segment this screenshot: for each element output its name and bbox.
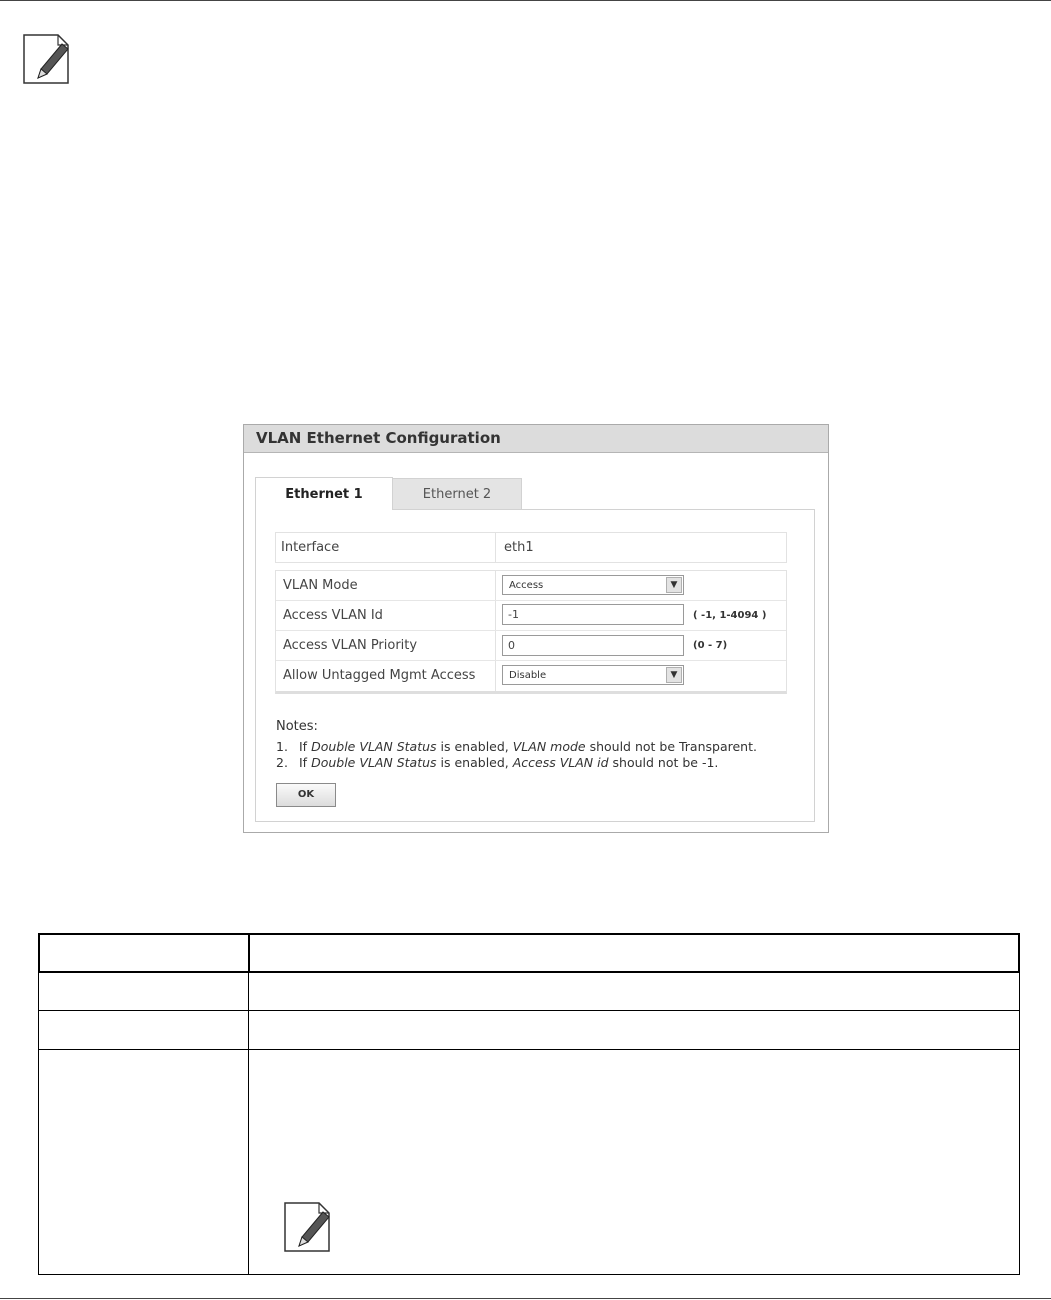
table-header-cell [38, 933, 250, 973]
interface-row [276, 533, 786, 562]
bottom-rule [0, 1298, 1051, 1299]
vlan-mode-row [276, 571, 786, 601]
table-border [248, 973, 249, 1275]
top-rule [0, 0, 1051, 1]
interface-value: eth1 [504, 540, 534, 555]
table-border [38, 973, 39, 1275]
access-vlan-priority-range: (0 - 7) [693, 640, 728, 651]
panel-title: VLAN Ethernet Configuration [244, 425, 828, 453]
vlan-config-table [275, 570, 787, 694]
note-item: 2. If Double VLAN Status is enabled, Access VLAN id should not be -1. [276, 755, 719, 770]
access-vlan-id-label: Access VLAN Id [276, 601, 496, 630]
notes-title: Notes: [276, 719, 318, 734]
vlan-ethernet-config-panel [243, 424, 829, 833]
interface-label: Interface [276, 533, 496, 562]
allow-untagged-label: Allow Untagged Mgmt Access [276, 661, 496, 691]
interface-table [275, 532, 787, 563]
table-row-divider [38, 1274, 1020, 1275]
access-vlan-id-range: ( -1, 1-4094 ) [693, 610, 767, 621]
access-vlan-id-input[interactable]: -1 [502, 604, 684, 625]
note-item: 1. If Double VLAN Status is enabled, VLAN mode should not be Transparent. [276, 739, 757, 754]
parameter-table [38, 933, 1020, 1275]
ok-button[interactable]: OK [276, 783, 336, 807]
tab-ethernet-2[interactable]: Ethernet 2 [393, 478, 522, 510]
access-vlan-priority-label: Access VLAN Priority [276, 631, 496, 660]
table-row-divider [38, 1010, 1020, 1011]
table-border [1019, 973, 1020, 1275]
table-row-divider [38, 1049, 1020, 1050]
chevron-down-icon[interactable]: ▼ [666, 667, 682, 683]
allow-untagged-value: Disable [509, 670, 547, 681]
allow-untagged-row [276, 661, 786, 691]
pencil-note-icon [22, 33, 74, 85]
access-vlan-priority-input[interactable]: 0 [502, 635, 684, 656]
notes [276, 719, 757, 771]
allow-untagged-select[interactable] [502, 665, 684, 685]
pencil-note-icon [283, 1201, 335, 1253]
vlan-mode-value: Access [509, 580, 544, 591]
vlan-mode-select[interactable] [502, 575, 684, 595]
access-vlan-id-row [276, 601, 786, 631]
access-vlan-priority-row [276, 631, 786, 661]
table-header-cell [248, 933, 1020, 973]
chevron-down-icon[interactable]: ▼ [666, 577, 682, 593]
vlan-mode-label: VLAN Mode [276, 571, 496, 600]
tab-ethernet-1[interactable]: Ethernet 1 [255, 477, 393, 510]
